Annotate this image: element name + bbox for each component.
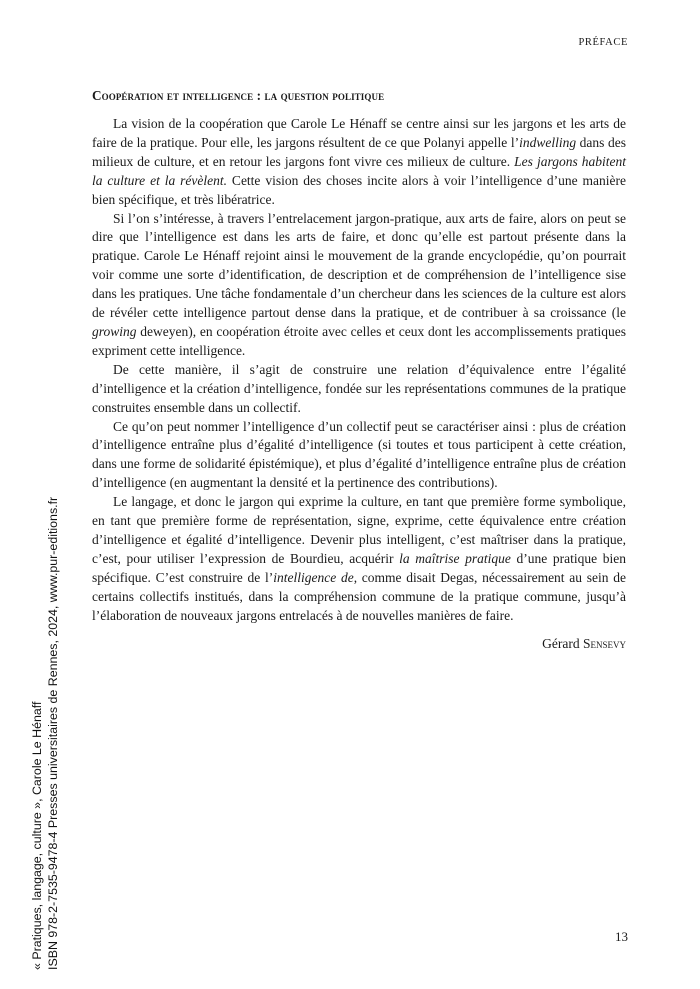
signature <box>92 635 626 654</box>
paragraph-5 <box>92 493 626 625</box>
paragraph-2 <box>92 210 626 361</box>
signature-last-name: Sensevy <box>582 636 626 652</box>
running-head: PRÉFACE <box>578 37 628 48</box>
text: Si l’on s’intéresse, à travers l’entrelacement jargon-pratique, aux arts de faire, alors on peut se dire que l’intelligence est dans les arts de faire, et donc qu’elle est partout présente dans la pratique. Carole Le Hénaff rejoint ainsi le mouvement de la grande encyclopédie, qu’on pourrait voir comme une sorte d’identification, de description et de compréhension de l’intelligence sise dans les pratiques. Une tâche fondamentale d’un chercheur dans les sciences de la culture est alors de révéler cette intelligence partout dense dans la pratique, et de contribuer à sa croissance (le <box>92 210 626 321</box>
page-body <box>92 88 626 654</box>
side-note-line-2: ISBN 978-2-7535-9478-4 Presses universitaires de Rennes, 2024, www.pur-editions.fr <box>46 496 60 970</box>
paragraph-4 <box>92 418 626 494</box>
italic-text: indwelling <box>519 134 577 150</box>
text: , comme disait Degas, nécessairement au sein de certains collectifs institués, dans la compréhension commune de la pratique commune, jusqu’à l’élaboration de nouveaux jargons entrelacés à de nouvelles manières de faire. <box>92 569 626 623</box>
text: Le langage, et donc le jargon qui exprime la culture, en tant que première forme symbolique, en tant que première forme de représentation, signe, exprime, cette équivalence entre création d’intelligence et égalité d’intelligence. Devenir plus intelligent, c’est maîtriser dans la pratique, c’est, pour utiliser l’expression de Bourdieu, acquérir <box>92 494 626 566</box>
italic-text: Les jargons habitent la culture et la révèlent. <box>92 153 626 188</box>
text: Cette vision des choses incite alors à voir l’intelligence d’une manière bien spécifique, et très libératrice. <box>92 172 626 207</box>
text: dans des milieux de culture, et en retour les jargons font vivre ces milieux de culture. <box>92 134 626 169</box>
paragraph-1 <box>92 115 626 210</box>
paragraph-3 <box>92 361 626 418</box>
text: d’une pratique bien spécifique. C’est construire de l’ <box>92 550 627 585</box>
text: Ce qu’on peut nommer l’intelligence d’un collectif peut se caractériser ainsi : plus de création d’intelligence entraîne plus d’égalité d’intelligence (si toutes et tous participent à cette création, dans une forme de solidarité épistémique), et plus d’égalité d’intelligence entraîne plus de création d’intelligence (en augmentant la densité et la pertinence des contributions). <box>92 418 626 491</box>
text: De cette manière, il s’agit de construire une relation d’équivalence entre l’égalité d’intelligence et la création d’intelligence, fondée sur les représentations communes de la pratique construites ensemble dans un collectif. <box>92 361 626 415</box>
text: La vision de la coopération que Carole Le Hénaff se centre ainsi sur les jargons et les arts de faire de la pratique. Pour elle, les jargons résultent de ce que Polanyi appelle l’ <box>92 116 626 150</box>
side-note-line-1: « Pratiques, langage, culture », Carole Le Hénaff <box>30 701 44 970</box>
italic-text: la maîtrise pratique <box>399 550 511 566</box>
italic-text: intelligence de <box>273 569 354 585</box>
page-number: 13 <box>615 929 628 944</box>
signature-first-name: Gérard <box>542 636 580 652</box>
side-copyright-note <box>29 370 61 970</box>
italic-text: growing <box>92 323 137 339</box>
section-title: Coopération et intelligence : la question politique <box>92 88 385 103</box>
text: deweyen), en coopération étroite avec celles et ceux dont les accomplissements pratiques expriment cette intelligence. <box>92 323 626 358</box>
